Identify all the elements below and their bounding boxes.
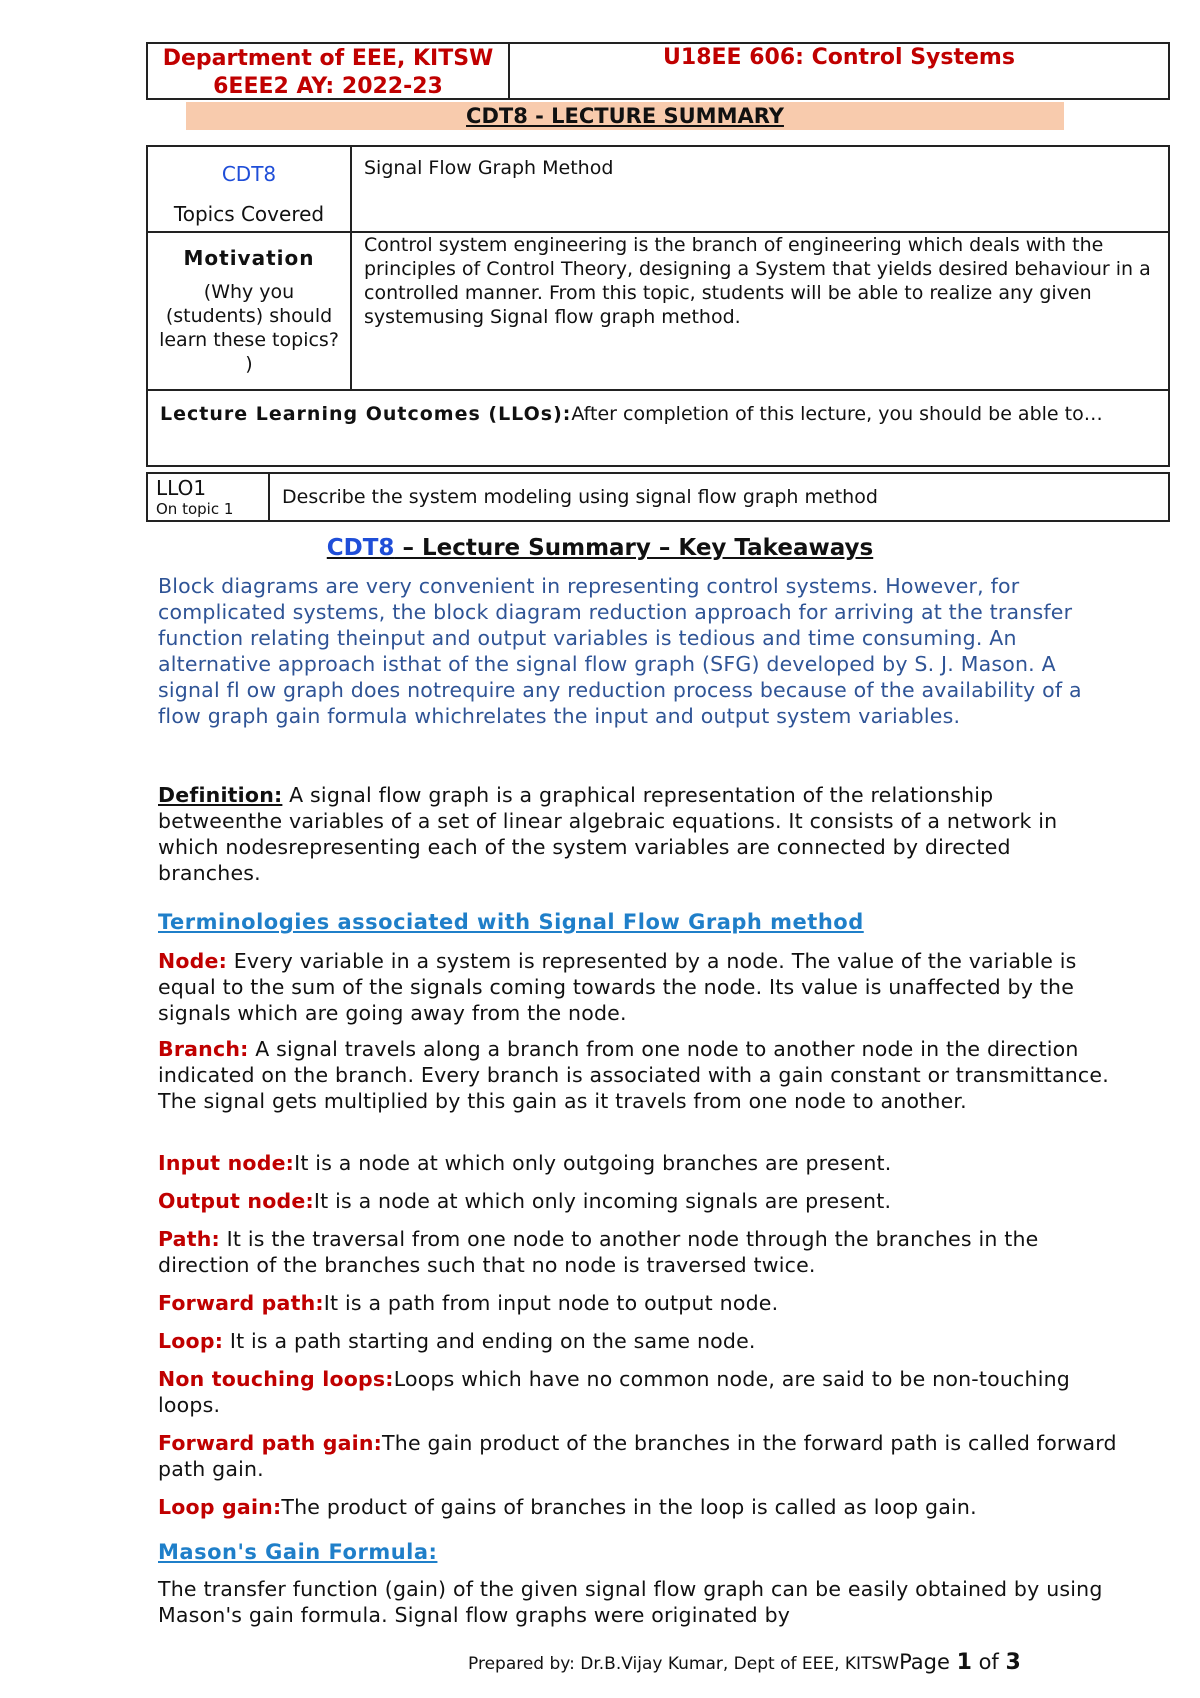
term-item [158,948,1118,1026]
mason-formula-heading: Mason's Gain Formula: [158,1540,438,1564]
class-year-line: 6EEE2 AY: 2022-23 [213,74,443,99]
takeaways-title-rest: – Lecture Summary – Key Takeaways [394,535,874,561]
motivation-subtitle: (Why you (students) should learn these topics? ) [159,281,339,375]
department-cell [148,44,510,98]
term-key: Output node: [158,1189,314,1213]
intro-paragraph: Block diagrams are very convenient in representing control systems. However, for complicated systems, the block diagram reduction approach for arriving at the transfer function relating theinput and output variables is tedious and time consuming. An alternative approach isthat of the signal flow graph (SFG) developed by S. J. Mason. A signal fl ow graph does notrequire any reduction process because of the availability of a flow graph gain formula whichrelates the input and output system variables. [158,574,1082,728]
page-footer [468,1650,1021,1675]
llo-label: Lecture Learning Outcomes (LLOs): [160,403,572,425]
lecture-summary-banner: CDT8 - LECTURE SUMMARY [186,102,1064,130]
term-key: Loop gain: [158,1495,282,1519]
term-value: Loops which have no common node, are said to be non-touching loops. [158,1367,1070,1417]
term-item [158,1290,1118,1316]
term-item [158,1226,1118,1278]
terminologies-heading: Terminologies associated with Signal Flow Graph method [158,910,864,934]
term-item [158,1150,1118,1176]
term-value: The gain product of the branches in the forward path is called forward path gain. [158,1431,1117,1481]
llo-description: Describe the system modeling using signal flow graph method [269,473,1169,521]
term-value: A signal travels along a branch from one node to another node in the direction indicated on the branch. Every branch is associated with a gain constant or transmittance. The signal gets multiplied by this gain as it travels from one node to another. [158,1037,1109,1113]
page-number: 1 [956,1650,972,1675]
takeaways-code: CDT8 [326,535,395,561]
term-key: Input node: [158,1151,295,1175]
llo-id: LLO1 [156,476,207,500]
motivation-title: Motivation [183,246,315,270]
term-value: It is the traversal from one node to another node through the branches in the direction of the branches such that no node is traversed twice. [158,1227,1039,1277]
term-key: Node: [158,949,228,973]
course-title: U18EE 606: Control Systems [663,45,1015,70]
term-key: Branch: [158,1037,249,1061]
term-value: The product of gains of branches in the loop is called as loop gain. [281,1495,977,1519]
topics-table [146,145,1170,467]
term-value: It is a path from input node to output node. [323,1291,779,1315]
term-item [158,1328,1118,1354]
topics-covered-value: Signal Flow Graph Method [351,146,1169,232]
motivation-label-cell [147,232,351,390]
motivation-text: Control system engineering is the branch of engineering which deals with the principles of Control Theory, designing a System that yields desired behaviour in a controlled manner. From this topic, students will be able to realize any given systemusing Signal flow graph method. [351,232,1169,390]
of-word: of [971,1650,1006,1674]
document-header [146,42,1170,100]
term-value: It is a path starting and ending on the same node. [223,1329,756,1353]
term-key: Forward path gain: [158,1431,383,1455]
term-value: It is a node at which only outgoing branches are present. [294,1151,892,1175]
key-takeaways-title [0,535,1200,561]
llo-id-cell [147,473,269,521]
term-key: Forward path: [158,1291,324,1315]
term-item [158,1188,1118,1214]
term-value: It is a node at which only incoming signals are present. [313,1189,892,1213]
term-item [158,1036,1118,1114]
term-key: Loop: [158,1329,224,1353]
llo-intro: After completion of this lecture, you should be able to… [571,403,1103,425]
department-line: Department of EEE, KITSW [162,46,494,71]
llo-table [146,472,1170,522]
mason-formula-text: The transfer function (gain) of the given signal flow graph can be easily obtained by using Mason's gain formula. Signal flow graphs were originated by [158,1577,1103,1627]
page-total: 3 [1005,1650,1021,1675]
definition-label: Definition: [158,783,283,807]
term-key: Path: [158,1227,220,1251]
topics-covered-label: Topics Covered [173,202,325,226]
term-key: Non touching loops: [158,1367,394,1391]
topic-code: CDT8 [221,162,277,186]
definition-text: A signal flow graph is a graphical representation of the relationship betweenthe variables of a set of linear algebraic equations. It consists of a network in which nodesrepresenting each of the system variables are connected by directed branches. [158,783,1058,885]
page-word: Page [899,1650,957,1674]
topics-label-cell [147,146,351,232]
prepared-by: Prepared by: Dr.B.Vijay Kumar, Dept of EEE, KITSW [468,1654,900,1674]
term-item [158,1430,1118,1482]
term-value: Every variable in a system is represented by a node. The value of the variable is equal to the sum of the signals coming towards the node. Its value is unaffected by the signals which are going away from the node. [158,949,1077,1025]
llo-topic: On topic 1 [156,500,234,518]
term-item [158,1366,1118,1418]
term-item [158,1494,1118,1520]
definition-paragraph [158,782,1118,886]
llo-header [147,390,1169,466]
